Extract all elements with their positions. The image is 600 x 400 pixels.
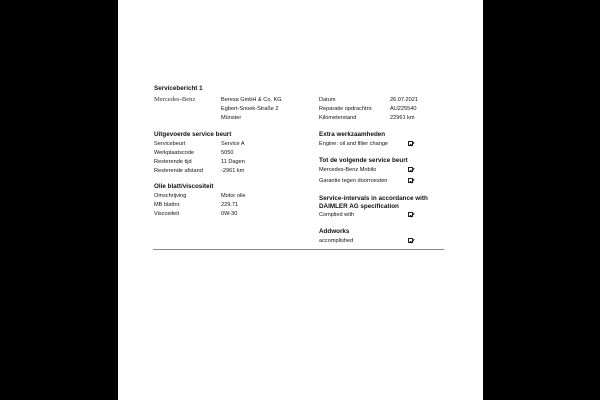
checkbox-checked[interactable]: [408, 167, 413, 172]
check-icon: [409, 141, 415, 147]
check-icon: [409, 167, 415, 173]
intervals-section-title-line1: Service-intervals in accordance with: [319, 195, 428, 202]
check-icon: [409, 178, 415, 184]
addworks-section-title: Addworks: [319, 228, 350, 235]
service-value: 5050: [221, 150, 234, 156]
oil-label: Viscositeit: [154, 211, 180, 217]
bottom-divider: [153, 249, 444, 250]
service-label: Werkplaatscode: [154, 150, 195, 156]
checkbox-checked[interactable]: [408, 238, 413, 243]
next-item-label: Garantie tegen doorroesten: [319, 178, 388, 184]
intervals-section-title-line2: DAIMLER AG specification: [319, 203, 399, 210]
extra-item-label: Engine: oil and filter change: [319, 141, 389, 147]
checkbox-checked[interactable]: [408, 212, 413, 217]
oil-label: Omschrijving: [154, 193, 187, 199]
meta-label-date: Datum: [319, 97, 336, 103]
check-icon: [409, 238, 415, 244]
service-value: 11 Dagen: [221, 159, 245, 165]
meta-label-order: Reparatie opdrachtnr.: [319, 106, 373, 112]
service-label: Servicebeurt: [154, 141, 186, 147]
dealer-city: Münster: [221, 115, 242, 121]
oil-label: MB blattnr.: [154, 202, 181, 208]
document-page: [118, 0, 483, 400]
oil-value: 229.71: [221, 202, 239, 208]
extra-section-title: Extra werkzaamheden: [319, 131, 386, 138]
meta-value-order: AU225540: [390, 106, 417, 112]
meta-value-mileage: 22961 km: [390, 115, 415, 121]
meta-value-date: 26.07.2021: [390, 97, 418, 103]
report-title: Servicebericht 1: [154, 85, 203, 92]
oil-value: Motor olie: [221, 193, 246, 199]
meta-label-mileage: Kilometerstand: [319, 115, 357, 121]
next-section-title: Tot de volgende service beurt: [319, 157, 408, 164]
service-label: Resterende afstand: [154, 168, 203, 174]
dealer-name: Beresa GmbH & Co. KG: [221, 97, 282, 103]
service-section-title: Uitgevoerde service beurt: [154, 131, 232, 138]
service-label: Resterende tijd: [154, 159, 192, 165]
oil-section-title: Olie blatt/viscositeit: [154, 183, 214, 190]
dealer-street: Egbert-Snoek-Straße 2: [221, 106, 279, 112]
check-icon: [409, 212, 415, 218]
checkbox-checked[interactable]: [408, 178, 413, 183]
addworks-item-label: accomplished: [319, 238, 354, 244]
next-item-label: Mercedes-Benz Mobilo: [319, 167, 377, 173]
service-value: Service A: [221, 141, 245, 147]
brand-logo-text: Mercedes-Benz: [154, 96, 196, 103]
service-value: -2961 km: [221, 168, 245, 174]
checkbox-checked[interactable]: [408, 141, 413, 146]
oil-value: 0W-30: [221, 211, 238, 217]
intervals-item-label: Complied with: [319, 212, 355, 218]
